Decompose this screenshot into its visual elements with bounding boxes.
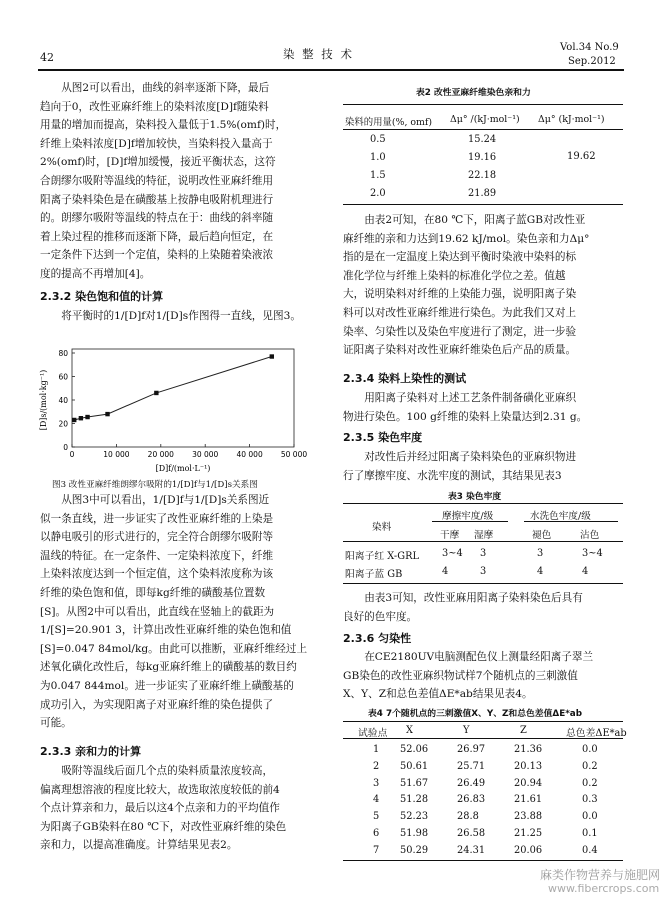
table-4-cell: 6 (373, 828, 380, 839)
table-4-cell: 25.71 (457, 760, 486, 772)
text-line: 趋向于0，改性亚麻纤维上的染料浓度[D]f随染料 (40, 100, 269, 113)
figure-3-chart (38, 343, 318, 475)
text-line: 准化学位与纤维上染料的标准化学位之差。值越 (343, 269, 566, 282)
text-line: 用阳离子染料对上述工艺条件制备磺化亚麻织 (364, 392, 577, 404)
text-line: 行了摩擦牢度、水洗牢度的测试，其结果见表3 (343, 469, 562, 482)
text-line: 阳离子染料染色是在磺酸基上按静电吸附机理进行 (40, 193, 274, 206)
issue-date: Sep.2012 (568, 56, 616, 67)
table-3-dye-cell: 阳离子红 X-GRL (345, 551, 419, 562)
table-2-dosage-cell: 1.5 (370, 170, 386, 181)
text-line: X、Y、Z和总色差值ΔE*ab结果见表4。 (343, 688, 533, 701)
section-2-3-5: 2.3.5 染色牢度 (343, 431, 423, 444)
table-3-dye-cell: 阳离子蓝 GB (345, 569, 403, 580)
text-line: 染率、匀染性以及染色牢度进行了测定，进一步验 (343, 325, 577, 338)
x-tick-label: 0 (69, 450, 75, 459)
table-4-cell: 50.29 (400, 844, 429, 856)
paragraph-5 (343, 211, 625, 360)
text-line: 由表3可知，改性亚麻用阳离子染料染色后具有 (364, 592, 583, 604)
paragraph-3 (40, 491, 320, 733)
table-3-caption: 表3 染色牢度 (448, 492, 502, 502)
table-3-header-dye: 染料 (372, 522, 392, 533)
table-3-header-rub: 摩擦牢度/级 (442, 511, 494, 522)
table-3-value-cell: 3 (537, 548, 544, 559)
volume-issue: Vol.34 No.9 (560, 42, 619, 53)
journal-name: 染 整 技 术 (283, 47, 354, 61)
table-4-cell: 0.4 (582, 844, 598, 856)
table-4-cell: 1 (373, 744, 380, 755)
table-3-value-cell: 4 (442, 566, 449, 577)
table-4-cell: 21.36 (514, 744, 543, 755)
table-2-dosage-cell: 2.0 (370, 188, 386, 199)
text-line: 一定条件下达到一个定值，染料的上染随着染液浓 (40, 249, 274, 262)
table-3-sub-fade: 褪色 (532, 530, 552, 541)
text-line: 麻纤维的亲和力达到19.62 kJ/mol。染色亲和力Δμ° (343, 232, 590, 245)
x-tick-label: 40 000 (236, 450, 263, 459)
table-3-sub-wet: 湿摩 (474, 530, 494, 541)
text-line: 为0.047 844mol。进一步证实了亚麻纤维上磺酸基的 (40, 679, 294, 692)
table-4-header-cell: X (406, 725, 413, 736)
table-2-average-value: 19.62 (567, 151, 596, 162)
table-4-cell: 21.25 (514, 828, 543, 839)
table-2-affinity-cell: 21.89 (468, 188, 497, 199)
table-4-cell: 26.58 (457, 828, 486, 839)
data-point (154, 391, 158, 395)
text-line: 个点计算亲和力，最后以这4个点亲和力的平均值作 (40, 802, 280, 815)
x-tick-label: 30 000 (192, 450, 219, 459)
text-line: 良好的色牢度。 (343, 610, 418, 623)
text-line: 述氧化磺化改性后，每kg亚麻纤维上的磺酸基的数目约 (40, 661, 297, 674)
text-line: 证阳离子染料对改性亚麻纤维染色后产品的质量。 (343, 344, 577, 357)
table-3-sub-stain: 沾色 (580, 530, 600, 541)
table-4-cell: 20.13 (514, 760, 543, 772)
table-4-cell: 2 (373, 760, 380, 772)
table-4-cell: 28.8 (457, 811, 479, 823)
text-line: 似一条直线，进一步证实了改性亚麻纤维的上染是 (40, 512, 274, 525)
text-line: 2%(omf)时，[D]f增加缓慢，接近平衡状态，这符 (40, 156, 276, 169)
text-line: 在CE2180UV电脑测配色仪上测量经阳离子翠兰 (364, 651, 594, 663)
y-tick-label: 40 (58, 396, 68, 405)
section-2-3-6: 2.3.6 匀染性 (343, 632, 412, 645)
text-line: [S]。从图2中可以看出，此直线在竖轴上的截距为 (40, 605, 275, 618)
table-4-cell: 4 (373, 794, 380, 806)
text-line: 度的提高不再增加[4]。 (40, 267, 151, 280)
table-4-cell: 20.94 (514, 777, 543, 789)
paragraph-6 (343, 389, 625, 426)
text-line: 以静电吸引的形式进行的，完全符合朗缪尔吸附等 (40, 531, 274, 544)
paragraph-7 (343, 448, 625, 485)
table-4-cell: 7 (373, 844, 380, 856)
table-3-value-cell: 3 (480, 566, 487, 577)
y-axis-label: [D]s/(mol·kg⁻¹) (39, 369, 48, 431)
table-4-header-cell: 试验点 (358, 728, 388, 739)
text-line: 纤维上染料浓度[D]f增加较快，当染料投入量高于 (40, 137, 273, 150)
watermark-title: 麻类作物营养与施肥网 (540, 868, 661, 882)
text-line: 从图2可以看出，曲线的斜率逐渐下降，最后 (61, 82, 270, 94)
paragraph-4 (40, 762, 320, 855)
paragraph-9 (343, 648, 625, 704)
table-4-cell: 26.97 (457, 744, 486, 755)
table-4-header-cell: 总色差ΔE*ab (566, 728, 627, 739)
table-4-cell: 51.67 (400, 777, 429, 789)
text-line: 成功引入，为实现阳离子对亚麻纤维的染色提供了 (40, 698, 274, 711)
x-tick-label: 20 000 (147, 450, 174, 459)
table-4-cell: 50.61 (400, 760, 429, 772)
table-4-caption: 表4 7个随机点的三刺激值X、Y、Z和总色差值ΔE*ab (368, 709, 583, 719)
table-2-header-dosage: 染料的用量(%, omf) (345, 117, 433, 128)
section-2-3-3: 2.3.3 亲和力的计算 (40, 745, 142, 758)
x-tick-label: 50 000 (280, 450, 308, 459)
table-4-cell: 26.49 (457, 777, 486, 789)
table-2-header-affinity: Δμ° /(kJ·mol⁻¹) (450, 114, 520, 125)
y-tick-label: 80 (58, 349, 68, 358)
table-3-value-cell: 3~4 (582, 548, 603, 559)
table-2-affinity-cell: 22.18 (468, 170, 497, 181)
data-point (105, 412, 109, 416)
text-line: 可能。 (40, 717, 72, 730)
text-line: 由表2可知，在80 ℃下，阳离子蓝GB对改性亚 (364, 214, 586, 226)
figure-3-caption: 图3 改性亚麻纤维朗缪尔吸附的1/[D]f与1/[D]s关系图 (52, 480, 258, 490)
text-line: 为阳离子GB染料在80 ℃下，对改性亚麻纤维的染色 (40, 820, 287, 833)
text-line: 吸附等温线后面几个点的染料质量浓度较高， (61, 765, 274, 777)
text-line: 用量的增加而提高，染料投入量低于1.5%(omf)时， (40, 119, 287, 132)
table-4-cell: 26.83 (457, 794, 486, 806)
x-tick-label: 10 000 (103, 450, 130, 459)
page-number: 42 (40, 51, 54, 64)
table-4-cell: 51.98 (400, 828, 429, 839)
paragraph-1 (40, 79, 320, 284)
table-4-cell: 52.23 (400, 811, 429, 823)
plot-frame (72, 349, 294, 447)
table-4-cell: 3 (373, 777, 380, 789)
table-4-cell: 0.1 (582, 828, 598, 839)
watermark-url: www.fibercrops.com (548, 882, 660, 895)
table-2-dosage-cell: 1.0 (370, 152, 386, 163)
table-3-header-wash: 水洗色牢度/级 (530, 511, 591, 522)
text-line: 料可以对改性亚麻纤维进行染色。为此我们又对上 (343, 306, 577, 319)
paragraph-2 (40, 307, 320, 326)
paragraph-8 (343, 589, 625, 626)
section-2-3-2: 2.3.2 染色饱和值的计算 (40, 290, 164, 303)
y-tick-label: 20 (58, 419, 68, 429)
table-4-cell: 24.31 (457, 844, 486, 856)
text-line: 大，说明染料对纤维的上染能力强，说明阳离子染 (343, 288, 577, 301)
text-line: 指的是在一定温度上染达到平衡时染液中染料的标 (343, 251, 577, 264)
table-4-cell: 0.2 (582, 777, 598, 789)
text-line: 对改性后并经过阳离子染料染色的亚麻织物进 (364, 451, 577, 463)
text-line: 将平衡时的1/[D]f对1/[D]s作图得一直线，见图3。 (61, 310, 301, 322)
text-line: 从图3中可以看出，1/[D]f与1/[D]s关系图近 (61, 494, 270, 506)
table-4-header-cell: Z (520, 725, 527, 736)
table-3-value-cell: 3~4 (442, 548, 463, 559)
table-2-header-average: Δμ° (kJ·mol⁻¹) (538, 114, 605, 125)
header-rule (38, 69, 624, 71)
text-line: 的。朗缪尔吸附等温线的特点在于：曲线的斜率随 (40, 212, 274, 225)
text-line: 温线的特征。在一定条件、一定染料浓度下，纤维 (40, 549, 274, 562)
text-line: 偏离理想溶液的程度比较大，故选取浓度较低的前4 (40, 783, 280, 796)
y-tick-label: 60 (58, 372, 68, 382)
table-3-value-cell: 3 (480, 548, 487, 559)
table-2-affinity-cell: 15.24 (468, 134, 497, 145)
table-4-cell: 5 (373, 811, 380, 823)
table-4-cell: 0.0 (582, 811, 598, 823)
table-3-value-cell: 4 (582, 566, 589, 577)
text-line: [S]=0.047 84mol/kg。由此可以推断，亚麻纤维经过上 (40, 642, 308, 655)
data-point (79, 416, 83, 420)
data-point (270, 354, 274, 358)
section-2-3-4: 2.3.4 染料上染性的测试 (343, 372, 467, 385)
data-point (72, 418, 76, 422)
y-tick-label: 0 (63, 443, 68, 452)
text-line: 纤维的染色饱和值，即每kg纤维的磺酸基位置数 (40, 586, 266, 599)
table-2-dosage-cell: 0.5 (370, 134, 386, 145)
text-line: GB染色的改性亚麻织物试样7个随机点的三刺激值 (343, 669, 578, 682)
text-line: 着上染过程的推移而逐渐下降，最后趋向恒定，在 (40, 230, 274, 243)
text-line: 合朗缪尔吸附等温线的特征，说明改性亚麻纤维用 (40, 174, 274, 187)
text-line: 1/[S]=20.901 3，计算出改性亚麻纤维的染色饱和值 (40, 624, 292, 637)
table-2-caption: 表2 改性亚麻纤维染色亲和力 (416, 88, 531, 98)
text-line: 亲和力，以提高准确度。计算结果见表2。 (40, 839, 238, 852)
table-4-cell: 0.3 (582, 794, 598, 806)
text-line: 物进行染色。100 g纤维的染料上染量达到2.31 g。 (343, 410, 588, 423)
table-4-cell: 21.61 (514, 794, 543, 806)
table-3-value-cell: 4 (537, 566, 544, 577)
table-2-affinity-cell: 19.16 (468, 152, 497, 163)
table-3-sub-dry: 干摩 (440, 530, 460, 541)
text-line: 上染料浓度达到一个恒定值，这个染料浓度称为该 (40, 568, 274, 581)
series-line (74, 357, 272, 420)
table-4-cell: 0.2 (582, 760, 598, 772)
table-4-cell: 52.06 (400, 744, 429, 755)
table-4-cell: 0.0 (582, 744, 598, 755)
table-4-cell: 51.28 (400, 794, 429, 806)
x-axis-label: [D]f/(mol·L⁻¹) (155, 464, 211, 473)
table-4-cell: 20.06 (514, 844, 543, 856)
table-4-cell: 23.88 (514, 811, 543, 823)
table-4-header-cell: Y (463, 725, 470, 736)
data-point (85, 415, 89, 419)
